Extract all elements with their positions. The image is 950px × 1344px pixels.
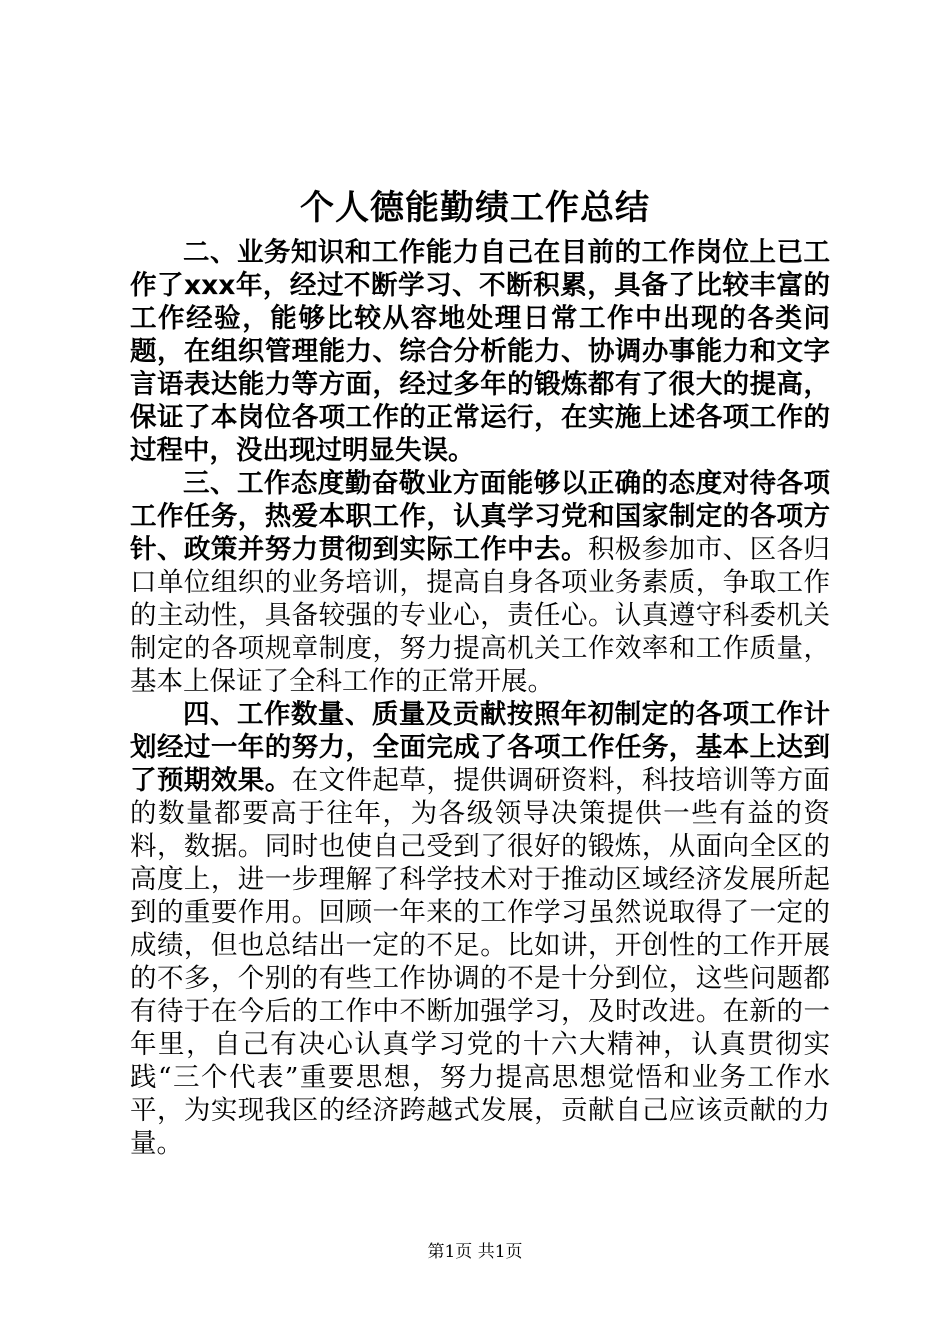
document-title: 个人德能勤绩工作总结 — [300, 188, 650, 228]
paragraph-regular-run: 积极参加市、区各归口单位组织的业务培训，提高自身各项业务素质，争取工作的主动性，具备较强的专业心，责任心。认真遵守科委机关制定的各项规章制度，努力提高机关工作效率和工作质量，基本上保证了全科工作的正常开展。 — [130, 534, 831, 697]
paragraph-bold-run: 四、工作数量、质量及贡献按照年初制定的各项工作计划经过一年的努力，全面完成了各项工作任务，基本上达到了预期效果。 — [130, 699, 830, 796]
paragraph-work-attitude — [130, 467, 830, 698]
page-footer: 第1页 共1页 — [427, 1242, 523, 1262]
paragraph-bold-run: 二、业务知识和工作能力自己在目前的工作岗位上已工作了xxx年，经过不断学习、不断积累，具备了比较丰富的工作经验，能够比较从容地处理日常工作中出现的各类问题，在组织管理能力、综合分析能力、协调办事能力和文字言语表达能力等方面，经过多年的锻炼都有了很大的提高，保证了本岗位各项工作的正常运行，在实施上述各项工作的过程中，没出现过明显失误。 — [130, 237, 830, 466]
paragraph-regular-run: 在文件起草，提供调研资料，科技培训等方面的数量都要高于往年，为各级领导决策提供一些有益的资料，数据。同时也使自己受到了很好的锻炼，从面向全区的高度上，进一步理解了科学技术对于推动区域经济发展所起到的重要作用。回顾一年来的工作学习虽然说取得了一定的成绩，但也总结出一定的不足。比如讲，开创性的工作开展的不多，个别的有些工作协调的不是十分到位，这些问题都有待于在今后的工作中不断加强学习，及时改进。在新的一年里，自己有决心认真学习党的十六大精神，认真贯彻实践“三个代表”重要思想，努力提高思想觉悟和业务工作水平，为实现我区的经济跨越式发展，贡献自己应该贡献的力量。 — [130, 765, 831, 1159]
paragraph-business-knowledge — [130, 236, 830, 467]
document-body — [130, 236, 830, 1160]
paragraph-work-quantity — [130, 698, 830, 1160]
paragraph-bold-run: 三、工作态度勤奋敬业方面能够以正确的态度对待各项工作任务，热爱本职工作，认真学习党和国家制定的各项方针、政策并努力贯彻到实际工作中去。 — [130, 468, 830, 565]
